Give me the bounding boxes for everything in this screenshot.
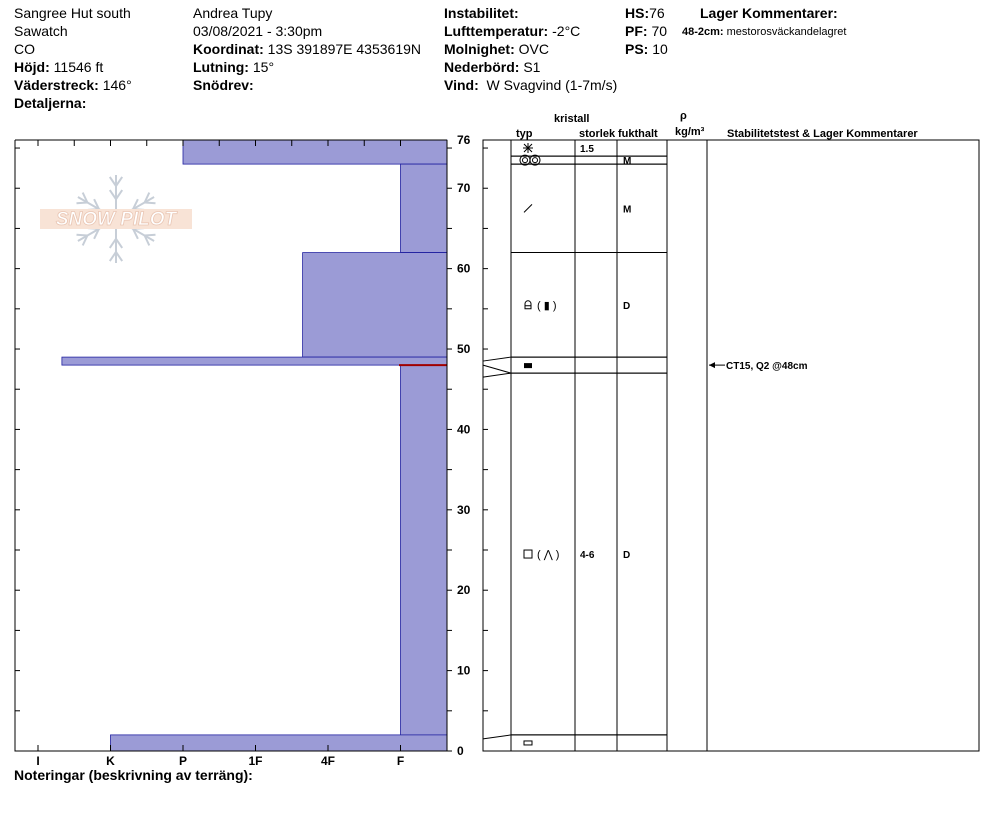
layer-comment-text: mestorosväckandelagret xyxy=(726,26,847,38)
notes-label: Noteringar (beskrivning av terräng): xyxy=(14,767,253,783)
header-stability: Stabilitetstest & Lager Kommentarer xyxy=(727,128,918,140)
snowpilot-logo xyxy=(40,175,192,263)
secondary-grain-paren: ( ⋀ ) xyxy=(537,549,560,562)
hs-label: HS: xyxy=(625,5,650,21)
aspect-value: 146° xyxy=(102,77,132,93)
hardness-layer-3 xyxy=(62,357,447,365)
depth-tick-label: 76 xyxy=(457,133,471,147)
snowflake-branch xyxy=(77,203,88,204)
stability-test-label: CT15, Q2 @48cm xyxy=(726,361,808,373)
hs-value: 76 xyxy=(649,5,665,21)
stability-arrow-head xyxy=(709,362,715,368)
rounded-icon xyxy=(520,155,530,165)
moisture-code: M xyxy=(623,156,632,168)
layer-table xyxy=(483,140,979,751)
depth-tick-label: 50 xyxy=(457,342,471,357)
depth-tick-label: 30 xyxy=(457,502,471,517)
header-density-unit: kg/m³ xyxy=(675,126,705,138)
ps-value: 10 xyxy=(652,41,668,57)
depth-connector xyxy=(483,357,511,361)
location: Sangree Hut south xyxy=(14,5,131,21)
depth-tick-label: 40 xyxy=(457,422,471,437)
rounded-icon-inner xyxy=(523,158,528,163)
rounded-icon-inner xyxy=(533,158,538,163)
grain-symbol-crust xyxy=(524,363,532,368)
slope-value: 15° xyxy=(252,59,275,75)
elevation-label: Höjd: xyxy=(14,59,50,75)
depth-tick-label: 10 xyxy=(457,663,471,678)
hardness-layer-1 xyxy=(401,164,448,252)
hardness-frame-lines xyxy=(15,140,447,751)
grain-symbol-decomposing xyxy=(524,204,532,212)
hardness-tick-label: P xyxy=(178,754,188,768)
depth-connector xyxy=(483,365,511,373)
hardness-layer-5 xyxy=(111,735,448,751)
crust-small-icon xyxy=(524,741,532,745)
grain-size: 1.5 xyxy=(580,144,594,156)
layer-comments-title: Lager Kommentarer: xyxy=(700,5,838,21)
range: Sawatch xyxy=(14,23,68,39)
hardness-tick-label: K xyxy=(106,754,115,768)
snowflake-branch xyxy=(77,235,88,236)
grain-size: 4-6 xyxy=(580,550,595,562)
elevation-value: 11546 ft xyxy=(53,59,104,75)
faceted-icon xyxy=(524,550,532,558)
hardness-layer-0 xyxy=(183,140,447,164)
precip-value: S1 xyxy=(523,59,541,75)
snowflake-branch xyxy=(145,235,156,236)
hardness-layer-2 xyxy=(303,253,447,358)
depth-tick-label: 20 xyxy=(457,583,471,598)
ps-label: PS: xyxy=(625,41,649,57)
depth-tick-label: 70 xyxy=(457,181,471,196)
header-moisture: fukthalt xyxy=(618,128,658,140)
layer-table-frame xyxy=(483,140,979,751)
crust-icon xyxy=(524,363,532,368)
hardness-layer-4 xyxy=(401,365,448,735)
layer-comment-range: 48-2cm: xyxy=(682,26,724,38)
snowflake-branch xyxy=(145,203,156,204)
datetime: 03/08/2021 - 3:30pm xyxy=(193,23,323,39)
grain-symbol-faceted-rounded xyxy=(525,300,557,312)
hardness-frame xyxy=(15,140,447,751)
precip-icon xyxy=(523,143,533,153)
header-rho: ρ xyxy=(680,110,687,122)
grain-symbol-precip xyxy=(523,143,533,153)
header-type: typ xyxy=(516,128,533,140)
moisture-code: M xyxy=(623,204,632,216)
sky-label: Molnighet: xyxy=(444,41,515,57)
slope-label: Lutning: xyxy=(193,59,249,75)
secondary-grain-paren: ( ▮ ) xyxy=(537,299,557,312)
hardness-layers xyxy=(62,140,447,751)
instability-label: Instabilitet: xyxy=(444,5,519,21)
observer: Andrea Tupy xyxy=(193,5,273,21)
header-crystal: kristall xyxy=(554,113,590,125)
grain-symbol-crust-small xyxy=(524,741,532,745)
wind-value: W Svagvind (1-7m/s) xyxy=(486,77,618,93)
grain-symbol-rounded xyxy=(520,155,540,165)
aspect-label: Väderstreck: xyxy=(14,77,99,93)
depth-tick-label: 60 xyxy=(457,261,471,276)
header-size: storlek xyxy=(579,128,616,140)
moisture-code: D xyxy=(623,300,631,312)
decomposing-icon xyxy=(524,204,532,212)
state: CO xyxy=(14,41,35,57)
hardness-tick-label: 1F xyxy=(248,754,263,768)
coord-label: Koordinat: xyxy=(193,41,264,57)
sky-value: OVC xyxy=(518,41,549,57)
drift-label: Snödrev: xyxy=(193,77,254,93)
hardness-tick-label: 4F xyxy=(320,754,336,768)
rounded-icon xyxy=(530,155,540,165)
airtemp-value: -2°C xyxy=(552,23,581,39)
pf-value: 70 xyxy=(651,23,668,39)
hardness-tick-label: I xyxy=(36,754,40,768)
details-label: Detaljerna: xyxy=(14,95,87,111)
coord-value: 13S 391897E 4353619N xyxy=(267,41,422,57)
logo-text: SNOW PILOT xyxy=(55,209,177,230)
airtemp-label: Lufttemperatur: xyxy=(444,23,549,39)
pf-label: PF: xyxy=(625,23,648,39)
depth-connector xyxy=(483,373,511,377)
stability-test xyxy=(709,361,808,372)
grain-symbol-faceted-depth-hoar xyxy=(524,549,559,561)
precip-label: Nederbörd: xyxy=(444,59,520,75)
hardness-tick-label: F xyxy=(396,754,405,768)
moisture-code: D xyxy=(623,550,631,562)
depth-tick-label: 0 xyxy=(457,744,464,758)
wind-label: Vind: xyxy=(444,77,479,93)
depth-connector xyxy=(483,735,511,739)
faceted-rounded-icon xyxy=(525,301,531,309)
